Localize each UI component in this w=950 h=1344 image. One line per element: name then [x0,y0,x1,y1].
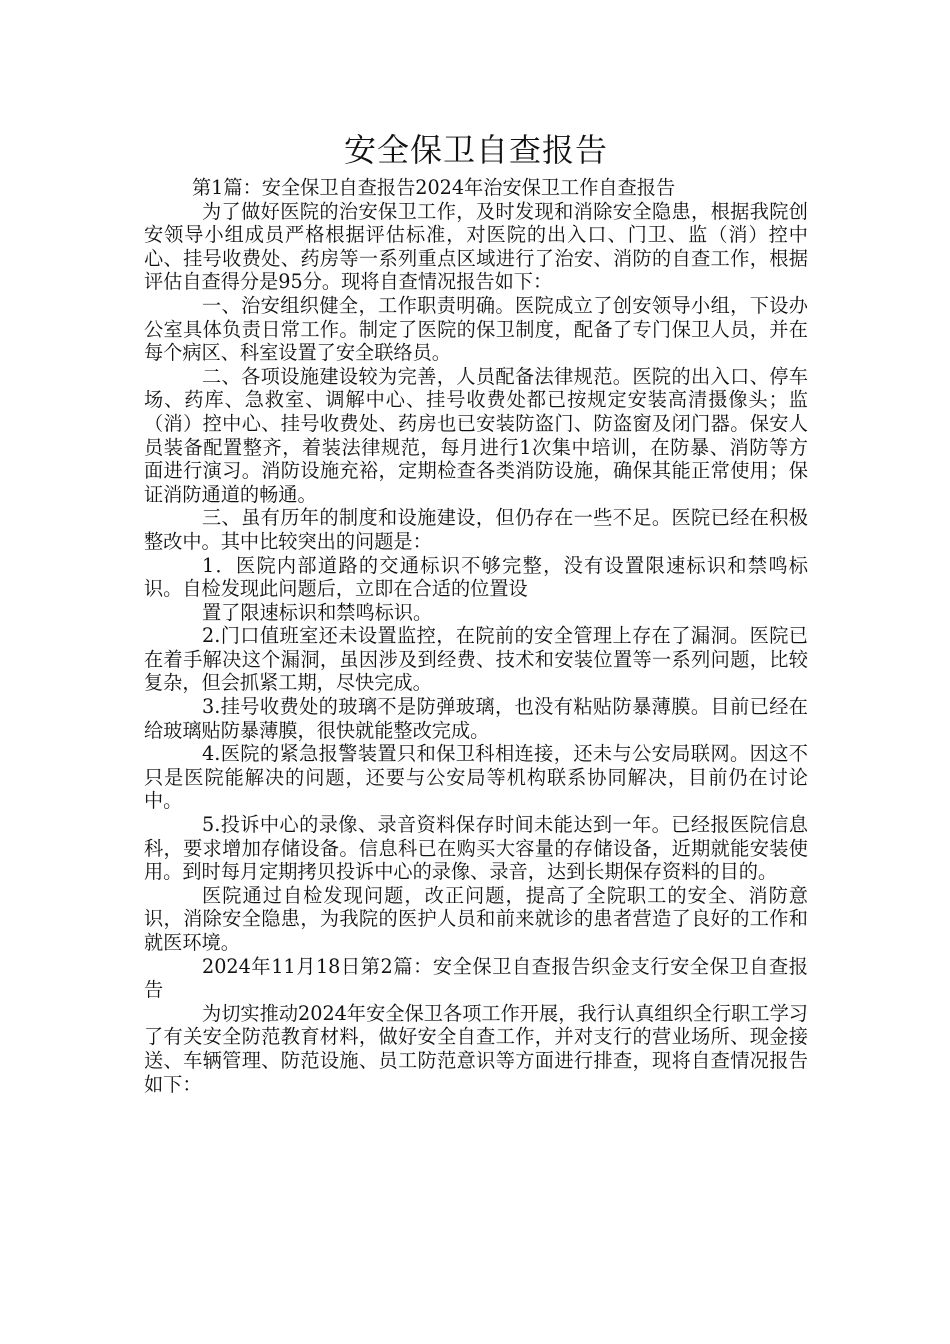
paragraph: 为了做好医院的治安保卫工作，及时发现和消除安全隐患，根据我院创安领导小组成员严格根据评估标准，对医院的出入口、门卫、监（消）控中心、挂号收费处、药房等一系列重点区域进行了治安、消防的自查工作，根据评估自查得分是95分。现将自查情况报告如下： [144,199,808,294]
list-item: 4.医院的紧急报警装置只和保卫科相连接，还未与公安局联网。因这不只是医院能解决的问题，还要与公安局等机构联系协同解决，目前仍在讨论中。 [144,742,808,813]
section-heading: 2024年11月18日第2篇：安全保卫自查报告织金支行安全保卫自查报告 [144,954,808,1002]
paragraph: 为切实推动2024年安全保卫各项工作开展，我行认真组织全行职工学习了有关安全防范教育材料，做好安全自查工作，并对支行的营业场所、现金接送、车辆管理、防范设施、员工防范意识等方面进行排查，现将自查情况报告如下： [144,1001,808,1096]
document-title: 安全保卫自查报告 [343,131,608,169]
document-page [144,128,808,1096]
list-item: 2.门口值班室还未设置监控，在院前的安全管理上存在了漏洞。医院已在着手解决这个漏洞，虽因涉及到经费、技术和安装位置等一系列问题，比较复杂，但会抓紧工期，尽快完成。 [144,624,808,695]
list-item: 3.挂号收费处的玻璃不是防弹玻璃，也没有粘贴防暴薄膜。目前已经在给玻璃贴防暴薄膜，很快就能整改完成。 [144,695,808,742]
list-item: 5.投诉中心的录像、录音资料保存时间未能达到一年。已经报医院信息科，要求增加存储设备。信息科已在购买大容量的存储设备，近期就能安装使用。到时每月定期拷贝投诉中心的录像、录音，达到长期保存资料的目的。 [144,813,808,884]
paragraph: 一、治安组织健全，工作职责明确。医院成立了创安领导小组，下设办公室具体负责日常工作。制定了医院的保卫制度，配备了专门保卫人员，并在每个病区、科室设置了安全联络员。 [144,293,808,365]
paragraph: 二、各项设施建设较为完善，人员配备法律规范。医院的出入口、停车场、药库、急救室、调解中心、挂号收费处都已按规定安装高清摄像头；监（消）控中心、挂号收费处、药房也已安装防盗门、防盗窗及闭门器。保安人员装备配置整齐，着装法律规范，每月进行1次集中培训，在防暴、消防等方面进行演习。消防设施充裕，定期检查各类消防设施，确保其能正常使用；保证消防通道的畅通。 [144,364,808,506]
paragraph: 三、虽有历年的制度和设施建设，但仍存在一些不足。医院已经在积极整改中。其中比较突出的问题是： [144,506,808,553]
list-item: 1．医院内部道路的交通标识不够完整，没有设置限速标识和禁鸣标识。自检发现此问题后，立即在合适的位置设 [144,553,808,601]
paragraph: 医院通过自检发现问题，改正问题，提高了全院职工的安全、消防意识，消除安全隐患，为我院的医护人员和前来就诊的患者营造了良好的工作和就医环境。 [144,883,808,954]
list-item-continuation: 置了限速标识和禁鸣标识。 [202,600,433,624]
section-heading: 第1篇：安全保卫自查报告2024年治安保卫工作自查报告 [192,176,676,199]
